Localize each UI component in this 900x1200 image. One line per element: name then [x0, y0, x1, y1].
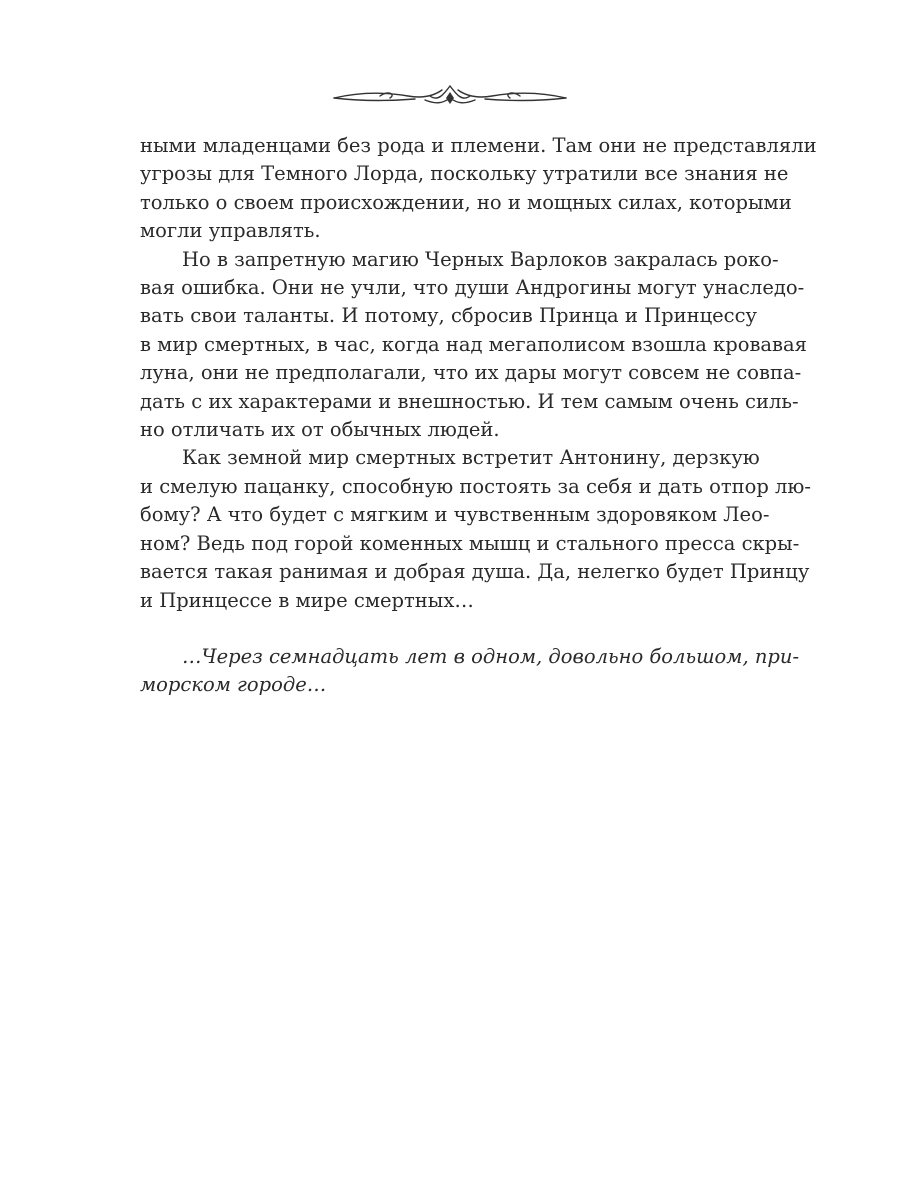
text-line: вать свои таланты. И потому, сбросив Принца и Принцессу: [140, 304, 757, 328]
text-line: в мир смертных, в час, когда над мегаполисом взошла кровавая: [140, 332, 807, 356]
text-line: Как земной мир смертных встретит Антонину, дерзкую: [182, 446, 760, 470]
text-line: дать с их характерами и внешностью. И тем самым очень силь-: [140, 389, 799, 413]
paragraph-2: [140, 246, 807, 445]
text-line: могли управлять.: [140, 219, 321, 243]
text-line: морском городе…: [140, 673, 327, 697]
paragraph-4-italic: [140, 643, 800, 700]
text-line: вается такая ранимая и добрая душа. Да, нелегко будет Принцу: [140, 560, 810, 584]
paragraph-gap: [140, 615, 757, 643]
text-line: и Принцессе в мире смертных…: [140, 588, 474, 612]
ornament-divider: [330, 82, 570, 110]
text-line: но отличать их от обычных людей.: [140, 418, 500, 442]
text-line: ном? Ведь под горой коменных мышц и стального пресса скры-: [140, 531, 800, 555]
text-line: вая ошибка. Они не учли, что души Андрогины могут унаследо-: [140, 276, 805, 300]
book-text: [140, 132, 817, 700]
text-line: угрозы для Темного Лорда, поскольку утратили все знания не: [140, 162, 789, 186]
text-line: только о своем происхождении, но и мощных силах, которыми: [140, 190, 792, 214]
text-line: Но в запретную магию Черных Варлоков закралась роко-: [182, 247, 779, 271]
text-line: …Через семнадцать лет в одном, довольно большом, при-: [182, 644, 800, 668]
text-line: бому? А что будет с мягким и чувственным здоровяком Лео-: [140, 503, 770, 527]
text-line: луна, они не предполагали, что их дары могут совсем не совпа-: [140, 361, 802, 385]
paragraph-3: [140, 444, 811, 614]
paragraph-1: [140, 132, 817, 246]
text-line: ными младенцами без рода и племени. Там они не представляли: [140, 134, 817, 157]
text-line: и смелую пацанку, способную постоять за себя и дать отпор лю-: [140, 474, 811, 498]
